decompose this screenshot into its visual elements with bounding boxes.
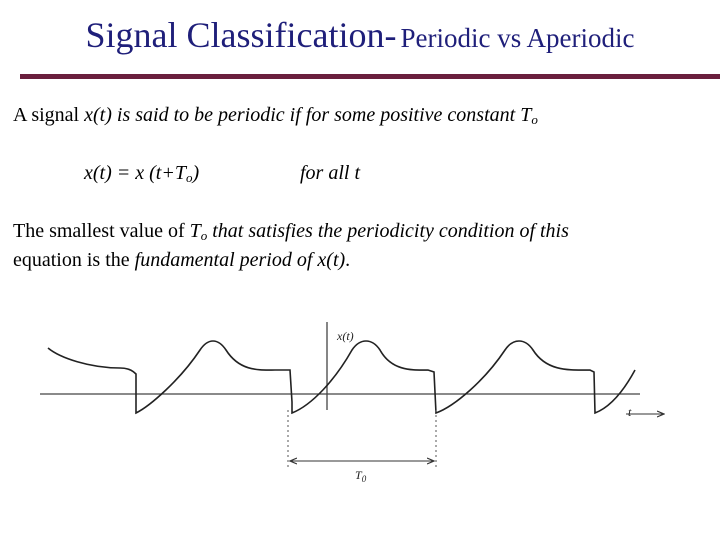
period-label: $T_0$ <box>355 468 367 484</box>
title-sub: Periodic vs Aperiodic <box>400 23 635 53</box>
definition-sub: o <box>531 112 538 127</box>
fundamental-period-text <box>13 219 703 273</box>
x-axis-label: t <box>628 405 632 419</box>
definition-prefix: A signal <box>13 104 85 126</box>
title-divider <box>20 74 720 79</box>
fundamental-part2: that satisfies the periodicity condition of this <box>207 220 569 242</box>
equation-lhs: x(t) = x (t+T <box>84 162 186 184</box>
fundamental-italic: fundamental period of x(t) <box>134 249 346 271</box>
periodicity-equation <box>84 162 199 186</box>
equation-condition: for all t <box>300 162 361 184</box>
equation-close: ) <box>192 162 200 184</box>
fundamental-sub: o <box>200 228 208 243</box>
fundamental-part3: equation is the <box>13 249 135 271</box>
fundamental-part1: The smallest value of <box>13 220 190 242</box>
slide-title <box>0 14 720 56</box>
definition-signal: x(t) <box>84 104 112 126</box>
definition-middle: is said to be periodic if for some positive constant T <box>111 104 532 126</box>
equation-sub: o <box>185 170 193 185</box>
y-axis-label: x(t) <box>337 329 354 343</box>
periodic-waveform <box>48 341 635 413</box>
periodic-signal-figure <box>30 310 680 490</box>
fundamental-period-mark: . <box>345 249 351 271</box>
title-main: Signal Classification- <box>85 15 397 55</box>
definition-text <box>13 104 538 128</box>
fundamental-T: T <box>189 220 201 242</box>
